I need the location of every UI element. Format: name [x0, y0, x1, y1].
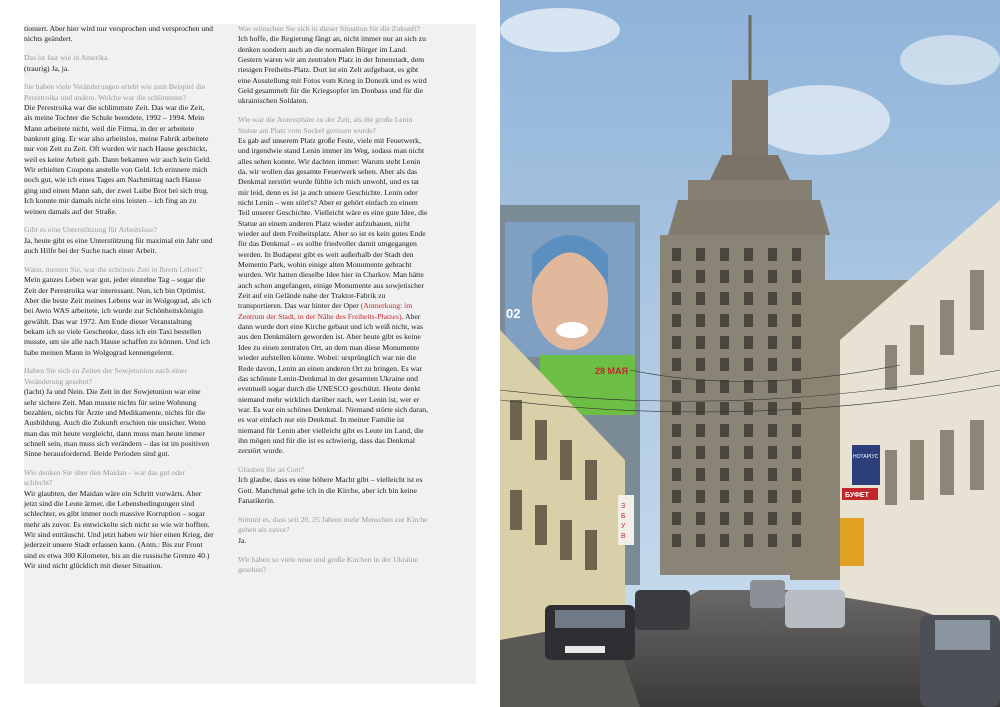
interview-answer [238, 136, 428, 457]
tower-window [696, 534, 705, 547]
tower-window [720, 402, 729, 415]
tower-window [672, 512, 681, 525]
tower-window [672, 424, 681, 437]
tower-window [792, 402, 801, 415]
tower-window [768, 292, 777, 305]
tower-window [696, 270, 705, 283]
tower-window [720, 490, 729, 503]
paragraph-text: (lacht) Ja und Nein. Die Zeit in der Sowjetunion war eine sehr sichere Zeit. Man musste nichts für seine Wohnung bezahlen, nichts für Ärzte und Medikamente, nichts für die Ausbildung. Auch die Zukunft erschien nie unsicher. Wenn man das mit heute vergleicht, dann muss man heute immer schnell sein, man muss sich verändern – das ist im positiven Sinne herausfordernd. Beide Perioden sind gut. [24, 387, 210, 459]
tower-window [720, 446, 729, 459]
tower-window [744, 468, 753, 481]
tower-window [768, 402, 777, 415]
editor-note: (Anmerkung: im Zentrum der Stadt, in der Nähe des Freiheits-Platzes) [238, 301, 413, 321]
interview-question [24, 366, 214, 387]
restaurant-sign [840, 518, 864, 566]
interview-answer [24, 64, 214, 74]
tower-window [792, 468, 801, 481]
tower-window [768, 512, 777, 525]
tower-window [720, 358, 729, 371]
paragraph-text: Die Perestroika war die schlimmste Zeit. Das war die Zeit, als meine Tochter die Schule beendete, 1992 – 1994. Mein Mann arbeitete nicht, weil die Firma, in der er arbeitete bankrott ging. Er war also arbeitslos, meine Fabrik arbeitete nur von Zeit zu Zeit. Oft wurden wir nach Hause geschickt, weil es keine Arbeit gab. Dann bekamen wir auch kein Geld. Wir erhielten Coupons anstelle von Geld. Ich erinnere mich noch gut, wie ich eines Tages am Nachmittag nach Hause ging und einen Mann sah, der zwei Laibe Brot bei sich trug. Ich konnte mir damals nicht eins leisten – ich fing an zu weinen damals auf der Straße. [24, 103, 211, 216]
tower-window [696, 512, 705, 525]
paragraph-text: Es gab auf unserem Platz große Feste, viele mit Feuerwerk, und irgendwie stand Lenin immer im Weg, sodass man nicht alles sehen konnte. Wir dachten immer: Warum steht Lenin da, wir wollen das gesamte Feuerwerk sehen. Aber als das Denkmal zerstört wurde fühlte ich mich unwohl, und es tat mir leid, denn es ist ja auch unsere Geschichte. Lenin oder nicht Lenin – wen stört's? Aber er gehört einfach zu einem Teil unserer Geschichte. Vielleicht wäre es eine gute Idee, die Statue an einem anderen Platz wieder aufzubauen, nicht wieder auf dem Freiheitsplatz. Aber so ist es kein gutes Ende für das Denkmal – es sollte friedvoller damit umgegangen werden. In Budapest gibt es weit außerhalb der Stadt den Memento Park, wohin einige alten Monumente gebracht wurden. Wir hatten dieselbe Idee hier in Charkov. Man hätte auch schon angefangen, einige Monumente aus sowjetischer Zeit auf ein Gelände nahe der Traktor-Fabrik zu transportieren. Das war hinter der Oper [238, 135, 428, 311]
billboard-number: 02 [506, 306, 521, 321]
tower-window [696, 248, 705, 261]
interview-column-right [238, 24, 428, 575]
tower-window [720, 534, 729, 547]
notarius-sign-text: НОТАРІУС [853, 454, 879, 460]
interview-question [238, 465, 428, 475]
tower-window [672, 468, 681, 481]
tower-window [744, 358, 753, 371]
paragraph-text: Ich glaube, dass es eine höhere Macht gibt – vielleicht ist es Gott. Manchmal gehe ich in die Kirche, aber ich bin keine Fanatikerin. [238, 475, 423, 506]
tower-window [768, 248, 777, 261]
tower-window [768, 534, 777, 547]
interview-answer [24, 275, 214, 358]
tower-window [696, 424, 705, 437]
tower-window [744, 402, 753, 415]
tower-window [672, 248, 681, 261]
paragraph-text: (traurig) Ja, ja. [24, 63, 70, 73]
paragraph-text: Sie haben viele Veränderungen erlebt wie zum Beispiel die Perestroika und andere. Welche war die schlimmste? [24, 82, 206, 102]
tower-window [792, 490, 801, 503]
interview-question [238, 115, 428, 136]
tower-window [768, 490, 777, 503]
tower-window [744, 424, 753, 437]
notarius-sign [852, 445, 880, 485]
tower-window [792, 248, 801, 261]
tower-window [792, 446, 801, 459]
tower-window [672, 270, 681, 283]
paragraph-text: Das ist fast wie in Amerika. [24, 53, 110, 63]
billboard-date: 28 МАЯ [595, 366, 628, 376]
tower-window [744, 512, 753, 525]
tower-window [672, 358, 681, 371]
interview-question [24, 265, 214, 275]
tower-window [768, 468, 777, 481]
tower-window [696, 446, 705, 459]
tower-window [744, 336, 753, 349]
tower-window [768, 314, 777, 327]
tower-window [768, 446, 777, 459]
tower-window [696, 314, 705, 327]
tower-window [720, 248, 729, 261]
interview-question [24, 468, 214, 489]
tower-window [792, 424, 801, 437]
paragraph-text: Gibt es eine Unterstützung für Arbeitslose? [24, 225, 158, 235]
tower-window [768, 380, 777, 393]
tower-window [720, 512, 729, 525]
interview-column-left [24, 24, 214, 580]
tower-window [744, 248, 753, 261]
tower-window [744, 490, 753, 503]
paragraph-text: Ja, heute gibt es eine Unterstützung für maximal ein Jahr und auch Hilfe bei der Suche nach einer Arbeit. [24, 235, 213, 256]
tower-window [744, 380, 753, 393]
tower-window [792, 270, 801, 283]
vertical-sign: З Б У В [621, 503, 626, 540]
tower-window [696, 336, 705, 349]
interview-question [238, 24, 428, 34]
tower-window [792, 534, 801, 547]
tower-window [744, 534, 753, 547]
interview-answer [238, 536, 428, 546]
tower-window [720, 314, 729, 327]
tower-window [768, 424, 777, 437]
tower-window [720, 424, 729, 437]
tower-window [792, 380, 801, 393]
tower-window [792, 292, 801, 305]
tower-window [744, 292, 753, 305]
street-photo [500, 0, 1000, 707]
tower-window [744, 270, 753, 283]
interview-question [24, 53, 214, 63]
tower-window [672, 446, 681, 459]
paragraph-text: Was wünschen Sie sich in dieser Situation für die Zukunft? [238, 24, 420, 33]
tower-window [672, 402, 681, 415]
paragraph-text: Haben Sie sich zu Zeiten der Sowjetunion nach einer Veränderung gesehnt? [24, 366, 188, 386]
tower-window [672, 534, 681, 547]
tower-window [720, 380, 729, 393]
tower-window [672, 314, 681, 327]
tower-window [744, 314, 753, 327]
paragraph-text: Ich hoffe, die Regierung fängt an, nicht immer nur an sich zu denken sondern auch an die normalen Bürger im Land. Gestern waren wir am zentralen Platz in der Innenstadt, dem riesigen Freiheits-Platz. Dort ist ein Zelt aufgebaut, es gibt eine Ausstellung mit Fotos vom Krieg in Donezk und es wird Geld gesammelt für die Kriegsopfer im Donbass und für die ukrainischen Soldaten. [238, 34, 427, 106]
paragraph-text: Wann, meinen Sie, war die schönste Zeit in Ihrem Leben? [24, 264, 203, 274]
tower-window [720, 292, 729, 305]
interview-question [24, 82, 214, 103]
tower-window [696, 380, 705, 393]
tower-window [696, 358, 705, 371]
interview-answer [24, 236, 214, 257]
paragraph-text: Mein ganzes Leben war gut, jeder einzelne Tag – sogar die Zeit der Perestroika war interessant. Nun, ich bin Optimist. Aber die beste Zeit meines Lebens war in Wolgograd, als ich bei Awto WAS arbeitete, ich wurde zur Schönheitskönigin gewählt. Das war 1972. Am Ende dieser Veranstaltung bekam ich so viele Geschenke, dass ich ein Taxi bestellen musste, um sie alle nach Hause schaffen zu können. Und ich habe meinen Mann in Wolgograd kennengelernt. [24, 275, 212, 357]
paragraph-text: Wie war die Atmosphäre zu der Zeit, als die große Lenin Statue am Platz vom Sockel gerissen wurde? [238, 115, 413, 135]
paragraph-text: Wie denken Sie über den Maidan – war das gut oder schlecht? [24, 468, 186, 488]
interview-answer [24, 103, 214, 217]
paragraph-text: tioniert. Aber hier wird nur versprochen und versprochen und nichts geändert. [24, 24, 213, 44]
paragraph-text: Stimmt es, dass seit 20, 25 Jahren mehr Menschen zur Kirche gehen als zuvor? [238, 514, 428, 535]
interview-answer [24, 24, 214, 45]
interview-answer [238, 34, 428, 106]
tower-window [696, 402, 705, 415]
interview-answer [24, 489, 214, 572]
paragraph-text-continued: . Aber dann wurde dort eine Kirche gebaut und ich weiß nicht, was aus den Denkmälern geworden ist. Aber heute gibt es keine Idee zu einen zentralen Ort, an dem man diese Monumente wieder aufstellen könnte. Wobei: ursprünglich war nie die Rede davon, Lenin an einen anderen Ort zu bringen. Es war das schönste Lenin-Denkmal in der gesamten Ukraine und eventuell sogar durch die UNESCO geschützt. Heute denkt niemand mehr wirklich darüber nach, wer Lenin ist, wer er war. Es war ein schönes Denkmal. Niemand störte sich daran, es war einfach nur ein Denkmal. In meiner Familie ist niemand für Lenin aber vielleicht gibt es Leute im Land, die ihn mögen und für die ist es schwierig, dass das Denkmal zerstört wurde. [238, 311, 428, 456]
tower-window [744, 446, 753, 459]
tower-window [672, 292, 681, 305]
tower-window [696, 490, 705, 503]
tower-window [720, 336, 729, 349]
tower-window [672, 380, 681, 393]
interview-question [238, 515, 428, 536]
tower-window [792, 512, 801, 525]
interview-question [238, 555, 428, 576]
paragraph-text: Wir haben so viele neue und große Kirchen in der Ukraine gesehen? [238, 554, 418, 574]
tower-window [792, 358, 801, 371]
paragraph-text: Wir glaubten, der Maidan wäre ein Schritt vorwärts. Aber jetzt sind die Leute ärmer, die Lebensbedingungen sind schlechter, es gibt immer noch massive Korruption – sogar mehr als zuvor. Es entwickelte sich nicht so wie wir hofften. Wir sind enttäuscht. Und jetzt haben wir hier einen Krieg, der jederzeit unsere Stadt erfassen kann. (Anm.: Bis zur Front sind es etwa 300 Kilometer, bis an die russische Grenze 40.) Wir sind nicht glücklich mit dieser Situation. [24, 488, 214, 571]
tower-window [720, 270, 729, 283]
interview-question [24, 225, 214, 235]
interview-answer [24, 387, 214, 459]
tower-window [768, 336, 777, 349]
tower-window [696, 292, 705, 305]
tower-window [672, 490, 681, 503]
paragraph-text: Glauben Sie an Gott? [238, 465, 304, 475]
tower-window [792, 314, 801, 327]
tower-window [720, 468, 729, 481]
bufet-sign-text: БУФЕТ [845, 492, 869, 499]
paragraph-text: Ja. [238, 535, 247, 545]
kharkiv-street-photo [500, 0, 1000, 707]
tower-window [768, 358, 777, 371]
tower-window [792, 336, 801, 349]
tower-window [672, 336, 681, 349]
tower-window [696, 468, 705, 481]
tower-window [768, 270, 777, 283]
interview-answer [238, 475, 428, 506]
